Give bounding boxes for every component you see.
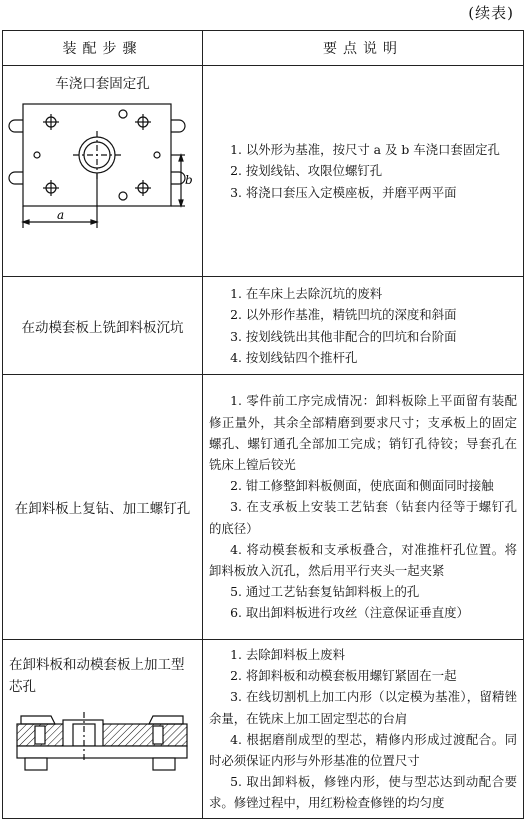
step-label: 在卸料板上复钻、加工螺钉孔	[14, 501, 191, 517]
point-item: 3. 在支承板上安装工艺钻套（钻套内径等于螺钉孔的底径）	[209, 499, 517, 536]
dim-b-label: b	[185, 173, 193, 187]
sprue-bush-plate-figure	[3, 92, 200, 242]
points-cell	[203, 66, 524, 277]
dim-a-label: a	[57, 208, 65, 222]
points-cell	[203, 640, 524, 819]
point-item: 1. 零件前工序完成情况：卸料板除上平面留有装配修正量外，其余全部精磨到要求尺寸；支承板上的固定螺孔、螺钉通孔全部加工完成；销钉孔待铰；导套孔在铣床上镗后铰光	[209, 393, 517, 472]
point-item: 1. 以外形为基准，按尺寸 a 及 b 车浇口套固定孔	[230, 142, 500, 158]
core-hole-section-figure	[3, 698, 200, 778]
header-step: 装配步骤	[3, 31, 203, 66]
point-item: 6. 取出卸料板进行攻丝（注意保证垂直度）	[230, 605, 469, 621]
point-item: 5. 取出卸料板，修锉内形，使与型芯达到动配合要求。修锉过程中，用红粉检查修锉的均匀度	[209, 774, 517, 811]
step-cell	[3, 375, 203, 640]
table-row	[3, 277, 524, 375]
point-item: 3. 在线切割机上加工内形（以定模为基准），留精锉余量，在铣床上加工固定型芯的台肩	[209, 689, 517, 726]
point-item: 1. 去除卸料板上废料	[230, 647, 345, 662]
continued-label: (续表)	[468, 4, 514, 22]
point-item: 4. 根据磨削成型的型芯，精修内形成过渡配合。同时必须保证内形与外形基准的位置尺寸	[209, 731, 517, 769]
point-item: 4. 将动模套板和支承板叠合，对准推杆孔位置。将卸料板放入沉孔，然后用平行夹头一起夹紧	[209, 541, 517, 578]
step-cell	[3, 66, 203, 277]
point-item: 2. 钳工修整卸料板侧面，使底面和侧面同时接触	[230, 478, 494, 494]
assembly-steps-table	[2, 30, 524, 819]
point-item: 3. 将浇口套压入定模座板，并磨平两平面	[230, 184, 457, 200]
step-label: 在卸料板和动模套板上加工型芯孔	[9, 657, 185, 695]
point-item: 4. 按划线钻四个推杆孔	[230, 349, 358, 365]
point-item: 2. 按划线钻、攻限位螺钉孔	[230, 163, 383, 179]
step-cell	[3, 640, 203, 819]
header-row	[3, 31, 524, 66]
points-cell	[203, 277, 524, 375]
point-item: 3. 按划线铣出其他非配合的凹坑和台阶面	[230, 328, 457, 344]
step-cell	[3, 277, 203, 375]
point-item: 2. 将卸料板和动模套板用螺钉紧固在一起	[230, 668, 457, 684]
table-row	[3, 375, 524, 640]
point-item: 5. 通过工艺钻套复钻卸料板上的孔	[230, 584, 420, 600]
step-label: 车浇口套固定孔	[55, 76, 150, 92]
point-item: 1. 在车床上去除沉坑的废料	[230, 286, 383, 302]
table-row	[3, 640, 524, 819]
point-item: 2. 以外形作基准，精铣凹坑的深度和斜面	[230, 307, 457, 323]
table-row	[3, 66, 524, 277]
points-cell	[203, 375, 524, 640]
step-label: 在动模套板上铣卸料板沉坑	[21, 319, 184, 336]
header-points: 要点说明	[203, 31, 524, 66]
